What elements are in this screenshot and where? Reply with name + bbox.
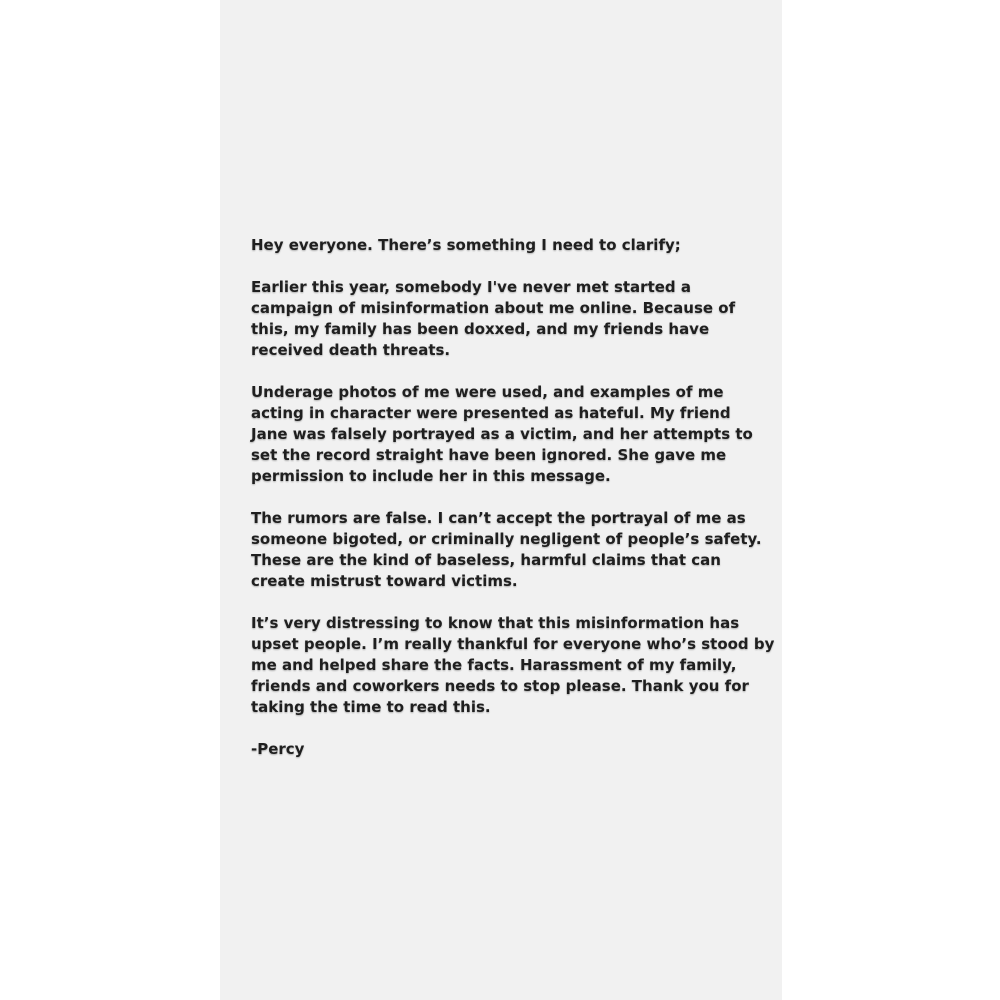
paragraph-2: [251, 382, 771, 487]
message-body: [251, 235, 775, 781]
paragraph-line: acting in character were presented as hateful. My friend: [251, 404, 731, 422]
paragraph-line: It’s very distressing to know that this misinformation has: [251, 614, 740, 632]
signature: -Percy: [251, 740, 305, 758]
paragraph-line: Underage photos of me were used, and examples of me: [251, 383, 724, 401]
paragraph-line: Jane was falsely portrayed as a victim, and her attempts to: [251, 425, 753, 443]
paragraph-3: [251, 508, 771, 592]
paragraph-line: friends and coworkers needs to stop please. Thank you for: [251, 677, 749, 695]
paragraph-1: [251, 277, 771, 361]
greeting-line: Hey everyone. There’s something I need to clarify;: [251, 236, 681, 254]
paragraph-line: received death threats.: [251, 341, 451, 359]
paragraph-line: create mistrust toward victims.: [251, 572, 518, 590]
paragraph-line: permission to include her in this message.: [251, 467, 611, 485]
paragraph-line: this, my family has been doxxed, and my friends have: [251, 320, 710, 338]
paragraph-line: campaign of misinformation about me online. Because of: [251, 299, 736, 317]
paragraph-line: These are the kind of baseless, harmful claims that can: [251, 551, 721, 569]
paragraph-line: set the record straight have been ignored. She gave me: [251, 446, 727, 464]
paragraph-line: taking the time to read this.: [251, 698, 491, 716]
paragraph-line: upset people. I’m really thankful for everyone who’s stood by: [251, 635, 775, 653]
paragraph-line: someone bigoted, or criminally negligent of people’s safety.: [251, 530, 762, 548]
story-frame: [220, 0, 782, 1000]
paragraph-line: me and helped share the facts. Harassment of my family,: [251, 656, 737, 674]
paragraph-line: Earlier this year, somebody I've never met started a: [251, 278, 691, 296]
paragraph-4: [251, 613, 775, 718]
paragraph-line: The rumors are false. I can’t accept the portrayal of me as: [251, 509, 746, 527]
